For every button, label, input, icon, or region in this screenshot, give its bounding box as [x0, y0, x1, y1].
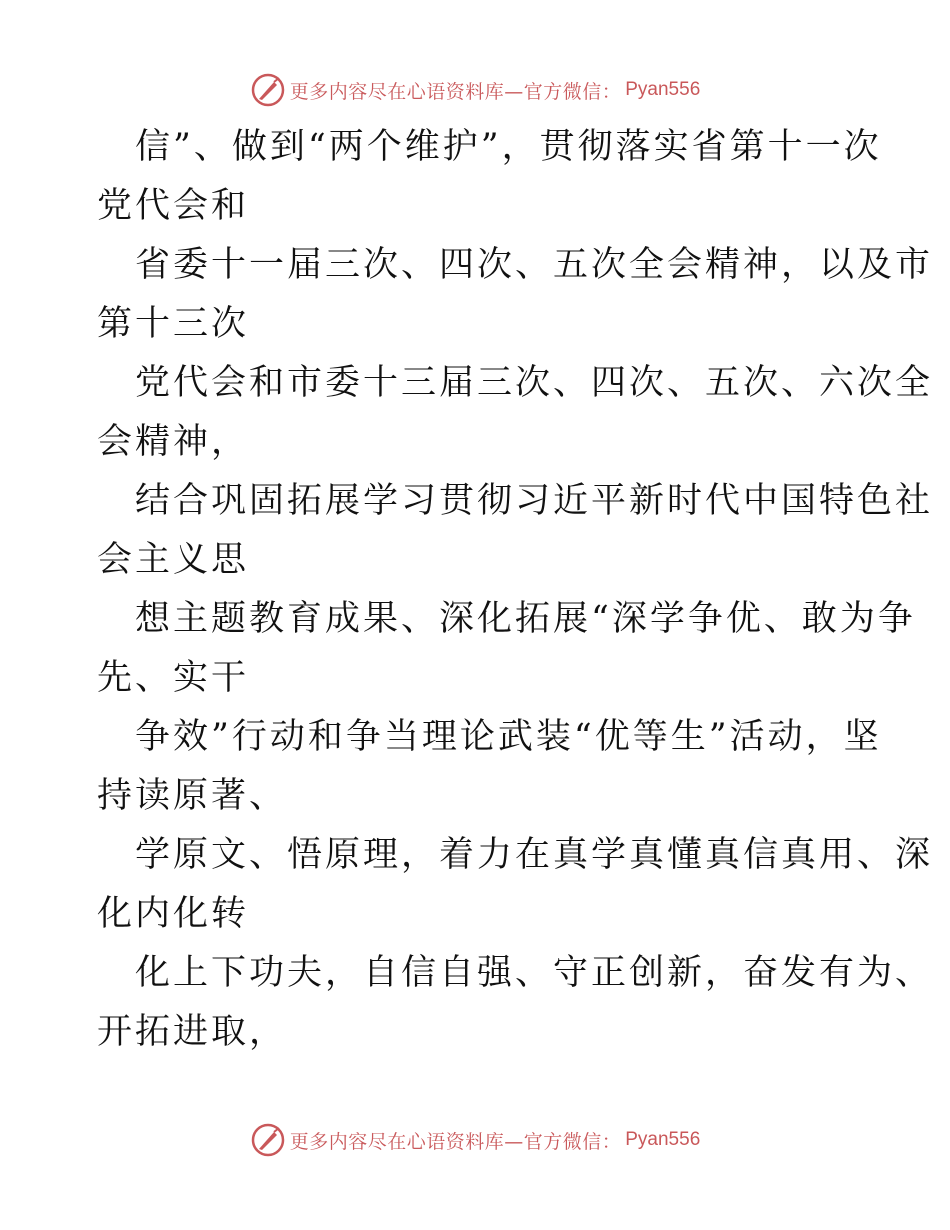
paragraph-line-3 [97, 354, 934, 472]
watermark-wechat-id: Pyan556 [625, 79, 701, 100]
line-text-wrap: 第十三次 [97, 304, 250, 344]
document-body [97, 118, 934, 1062]
paragraph-line-7 [97, 826, 934, 944]
paragraph-line-6 [97, 708, 882, 826]
paragraph-line-1 [97, 118, 882, 236]
line-text: 信”、做到“两个维护”，贯彻落实省第十一次 [135, 127, 882, 167]
line-text-wrap: 会主义思 [97, 540, 250, 580]
watermark-text: 更多内容尽在心语资料库—官方微信： [289, 80, 622, 103]
footer-watermark [0, 1120, 950, 1160]
line-text-wrap: 党代会和 [97, 186, 250, 226]
line-text-wrap: 会精神， [97, 422, 250, 462]
line-text: 学原文、悟原理，着力在真学真懂真信真用、深 [135, 835, 934, 875]
line-text-wrap: 开拓进取， [97, 1012, 288, 1052]
paragraph-line-8 [97, 944, 934, 1062]
line-text: 结合巩固拓展学习贯彻习近平新时代中国特色社 [135, 481, 934, 521]
line-text: 争效”行动和争当理论武装“优等生”活动，坚 [135, 717, 882, 757]
paragraph-line-2 [97, 236, 934, 354]
line-text-wrap: 化内化转 [97, 894, 250, 934]
line-text: 省委十一届三次、四次、五次全会精神，以及市 [135, 245, 934, 285]
watermark-text: 更多内容尽在心语资料库—官方微信： [289, 1130, 622, 1153]
line-text: 想主题教育成果、深化拓展“深学争优、敢为争 [135, 599, 916, 639]
line-text-wrap: 持读原著、 [97, 776, 288, 816]
line-text-wrap: 先、实干 [97, 658, 250, 698]
paragraph-line-5 [97, 590, 916, 708]
header-watermark [0, 70, 950, 110]
paragraph-line-4 [97, 472, 934, 590]
line-text: 党代会和市委十三届三次、四次、五次、六次全 [135, 363, 934, 403]
quill-logo-icon [250, 1122, 286, 1158]
quill-logo-icon [250, 72, 286, 108]
watermark-wechat-id: Pyan556 [625, 1129, 701, 1150]
line-text: 化上下功夫，自信自强、守正创新，奋发有为、 [135, 953, 934, 993]
